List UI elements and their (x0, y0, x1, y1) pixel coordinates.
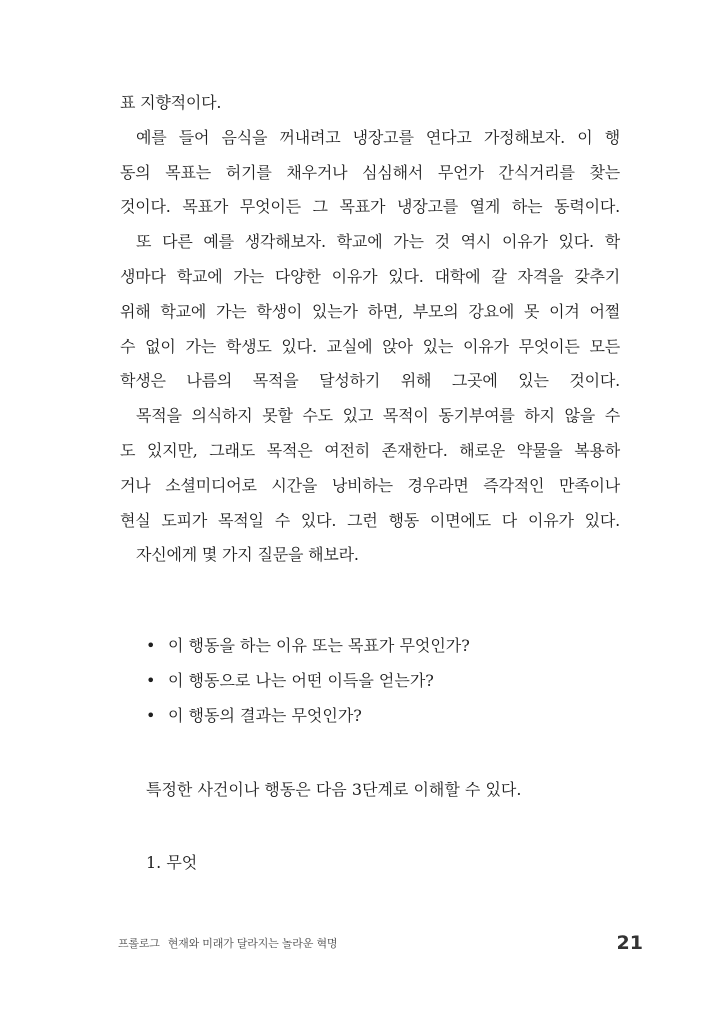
body-line: 목적을 의식하지 못할 수도 있고 목적이 동기부여를 하지 않을 수 (136, 406, 620, 426)
list-item-text: 이 행동의 결과는 무엇인가? (168, 706, 362, 725)
list-item-text: 이 행동으로 나는 어떤 이득을 얻는가? (168, 671, 434, 690)
body-line: 거나 소셜미디어로 시간을 낭비하는 경우라면 즉각적인 만족이나 (120, 475, 620, 495)
body-line: 표 지향적이다. (120, 93, 222, 112)
body-line: 것이다. 목표가 무엇이든 그 목표가 냉장고를 열게 하는 동력이다. (120, 197, 620, 217)
body-line: 자신에게 몇 가지 질문을 해보라. (136, 545, 359, 565)
body-line: 또 다른 예를 생각해보자. 학교에 가는 것 역시 이유가 있다. 학 (136, 232, 620, 252)
running-footer (118, 935, 337, 951)
body-line: 생마다 학교에 가는 다양한 이유가 있다. 대학에 갈 자격을 갖추기 (120, 266, 620, 286)
list-item-text: 이 행동을 하는 이유 또는 목표가 무엇인가? (168, 636, 470, 655)
stages-intro: 특정한 사건이나 행동은 다음 3단계로 이해할 수 있다. (146, 780, 522, 799)
body-line: 도 있지만, 그래도 목적은 여전히 존재한다. 해로운 약물을 복용하 (120, 440, 620, 460)
bullet-marker: • (146, 636, 156, 655)
body-text (120, 86, 620, 573)
list-item (146, 698, 586, 733)
list-item (146, 628, 586, 663)
list-item (146, 663, 586, 698)
page-footer (118, 930, 643, 956)
body-line: 수 없이 가는 학생도 있다. 교실에 앉아 있는 이유가 무엇이든 모든 (120, 336, 620, 356)
body-line: 예를 들어 음식을 꺼내려고 냉장고를 연다고 가정해보자. 이 행 (136, 127, 620, 147)
bullet-marker: • (146, 706, 156, 725)
body-line: 학생은 나름의 목적을 달성하기 위해 그곳에 있는 것이다. (120, 371, 620, 391)
body-line: 위해 학교에 가는 학생이 있는가 하면, 부모의 강요에 못 이겨 어쩔 (120, 301, 620, 321)
body-line: 현실 도피가 목적일 수 있다. 그런 행동 이면에도 다 이유가 있다. (120, 510, 620, 530)
footer-section: 프롤로그 (118, 937, 160, 950)
stage-heading: 1. 무엇 (146, 853, 198, 872)
bullet-marker: • (146, 671, 156, 690)
footer-chapter-title: 현재와 미래가 달라지는 놀라운 혁명 (167, 937, 338, 950)
body-line: 동의 목표는 허기를 채우거나 심심해서 무언가 간식거리를 찾는 (120, 162, 620, 182)
question-list (146, 628, 586, 733)
page-number: 21 (616, 932, 643, 954)
